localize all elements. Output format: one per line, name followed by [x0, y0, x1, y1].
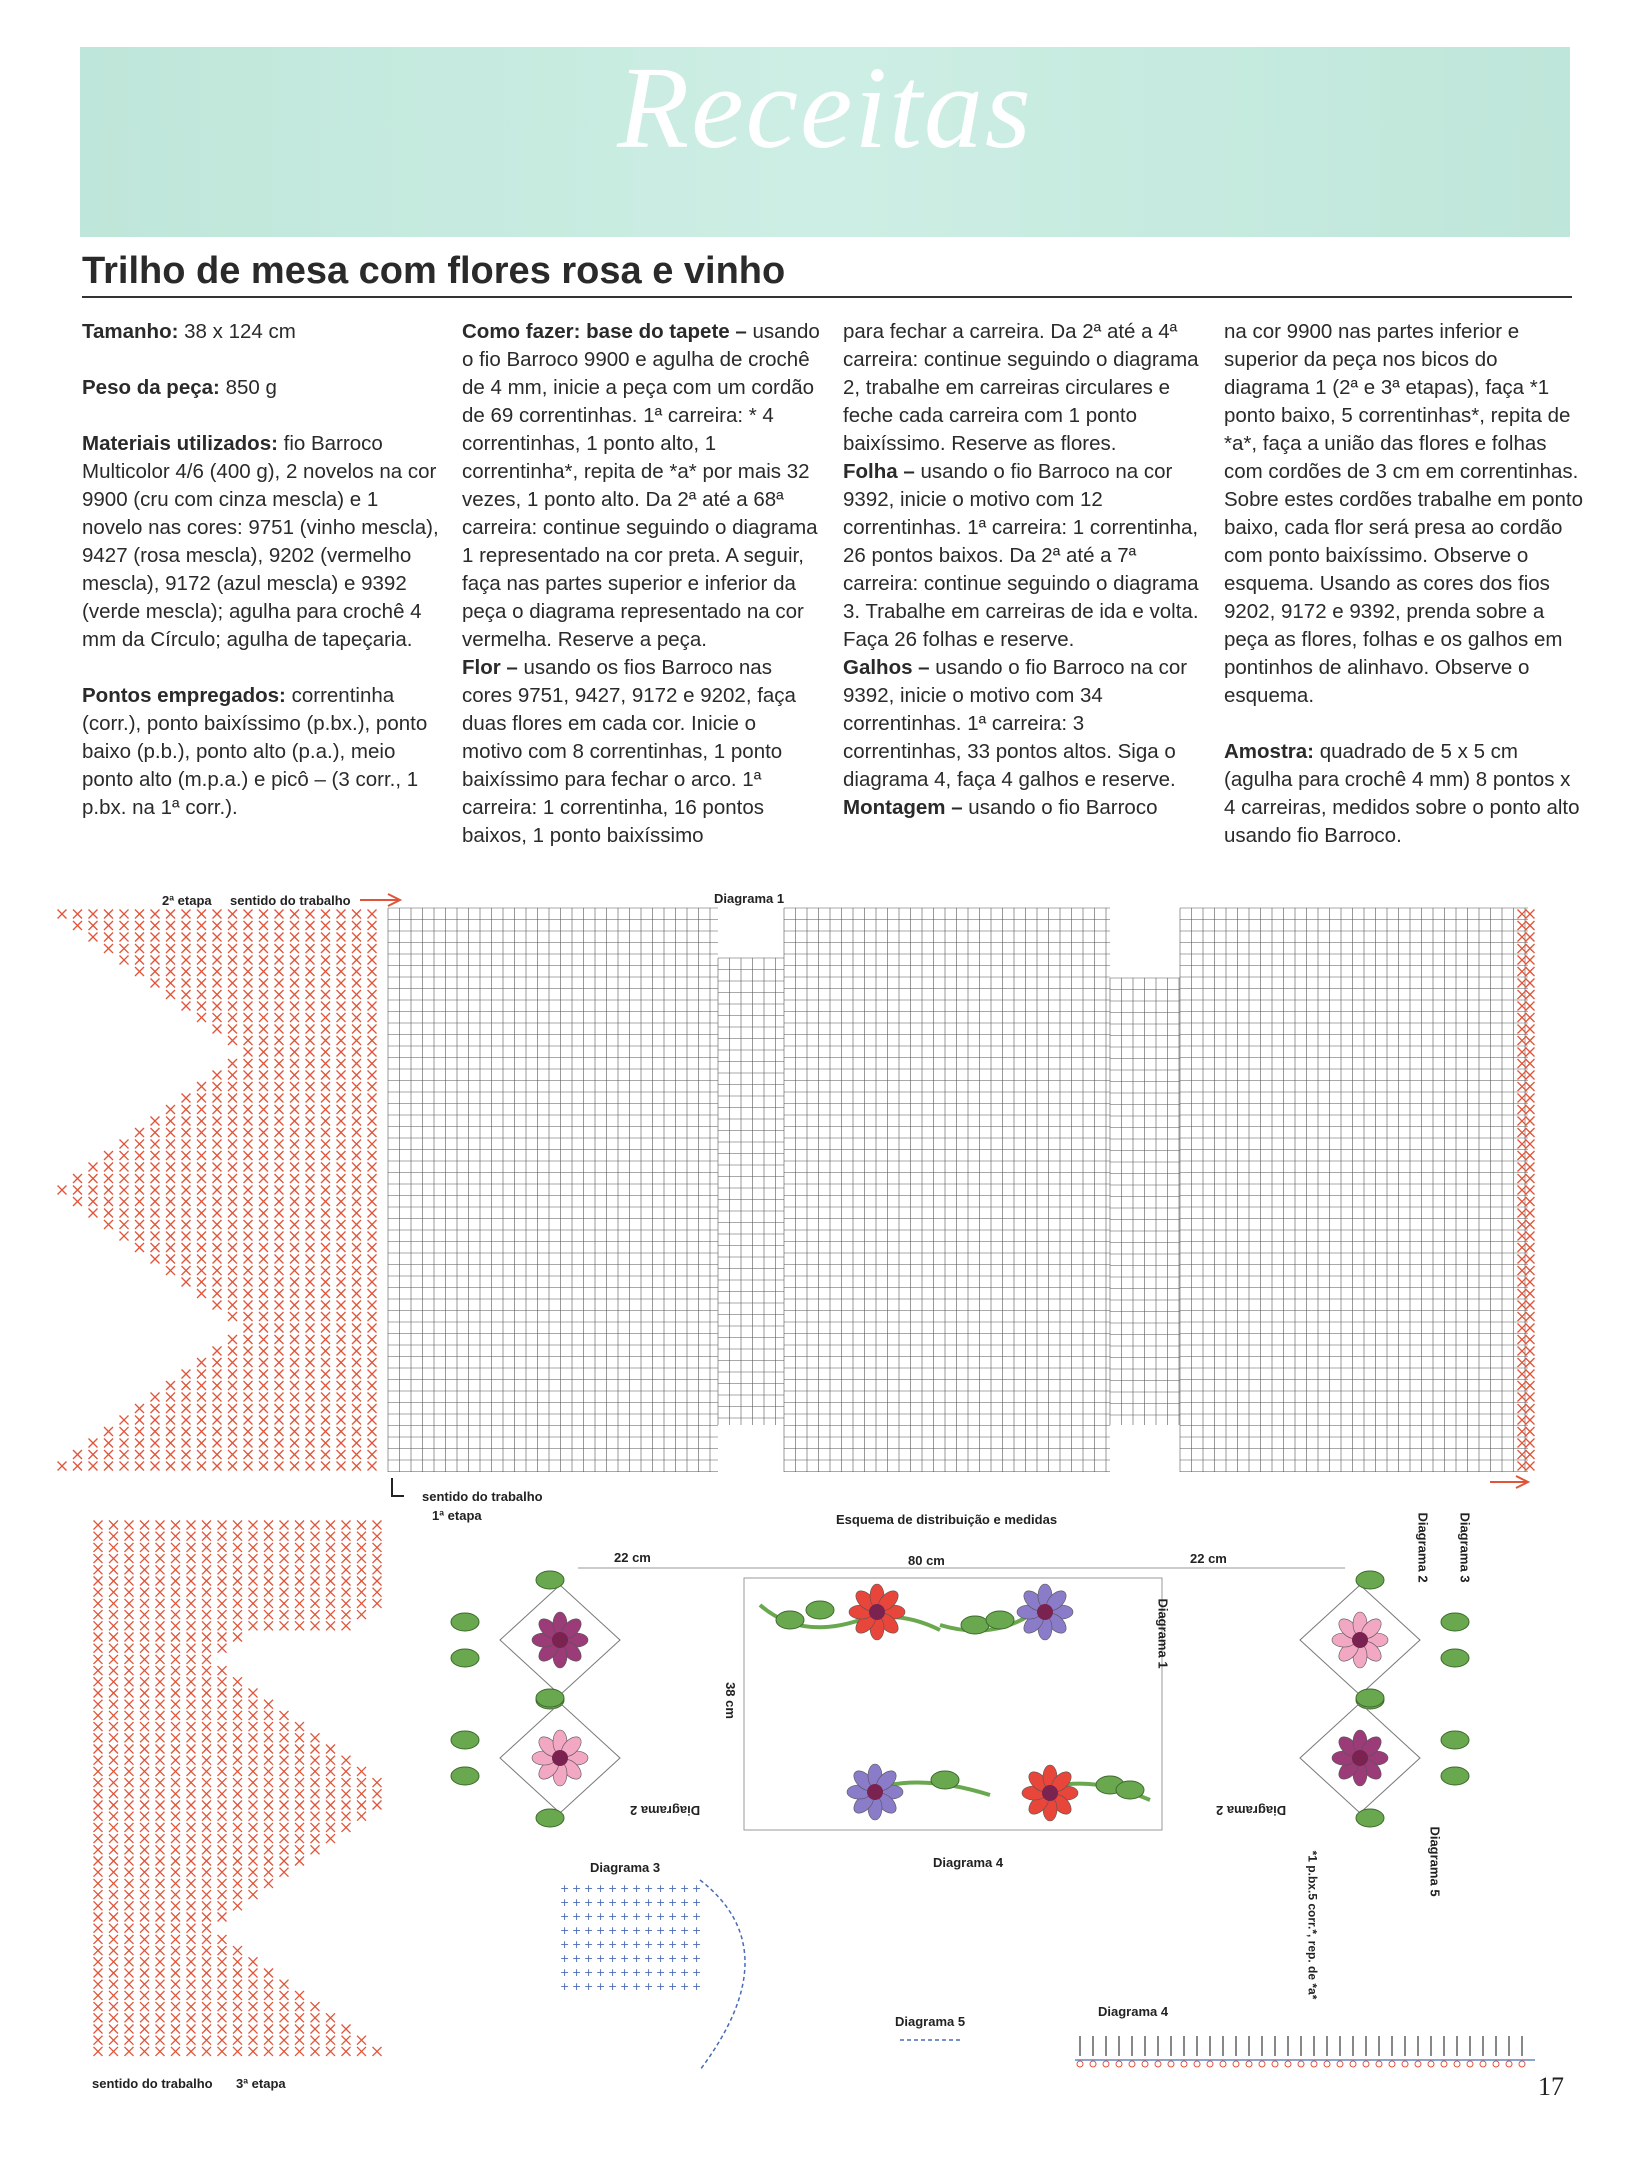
montagem-label: Montagem – [843, 796, 963, 819]
svg-text:+: + [560, 1882, 570, 1895]
esquema-diagram-2-left: Diagrama 2 [630, 1803, 701, 1818]
svg-text:+: + [596, 1882, 606, 1895]
svg-text:+: + [596, 1910, 606, 1923]
esquema-diagram-5: Diagrama 5 [1427, 1826, 1443, 1897]
page-number: 17 [1538, 2072, 1564, 2101]
montagem-continued: na cor 9900 nas partes inferior e superior da peça nos bicos do diagrama 1 (2ª e 3ª etapas), faça *1 ponto baixo, 5 correntinhas*, repita de *a*, faça a união das flores e folhas com cordões de 3 cm em correntinhas. Sobre estes cordões trabalhe em ponto baixo, cada flor será presa ao cordão com ponto baixíssimo. Observe o esquema. Usando as cores dos fios 9202, 9172 e 9392, prenda sobre a peça as flores, folhas e os galhos em pontinhos de alinhavo. Observe o esquema. [1224, 320, 1583, 707]
svg-text:+: + [620, 1952, 630, 1965]
svg-text:+: + [668, 1910, 678, 1923]
svg-text:+: + [572, 1882, 582, 1895]
svg-text:+: + [560, 1896, 570, 1909]
svg-text:+: + [692, 1910, 702, 1923]
svg-text:+: + [560, 1910, 570, 1923]
pontos-value: correntinha (corr.), ponto baixíssimo (p.bx.), ponto baixo (p.b.), ponto alto (p.a.), meio ponto alto (m.p.a.) e picô – (3 corr., 1 p.bx. na 1ª corr.). [82, 684, 428, 819]
svg-text:+: + [620, 1980, 630, 1993]
svg-text:+: + [584, 1952, 594, 1965]
montagem-value: usando o fio Barroco [962, 796, 1158, 819]
svg-text:+: + [584, 1924, 594, 1937]
svg-text:+: + [584, 1980, 594, 1993]
tamanho-label: Tamanho: [82, 320, 179, 343]
svg-text:+: + [692, 1966, 702, 1979]
svg-text:+: + [596, 1966, 606, 1979]
svg-text:+: + [560, 1924, 570, 1937]
svg-text:+: + [656, 1896, 666, 1909]
svg-text:+: + [668, 1924, 678, 1937]
materiais-value: fio Barroco Multicolor 4/6 (400 g), 2 novelos na cor 9900 (cru com cinza mescla) e 1 novelo nas cores: 9751 (vinho mescla), 9427 (rosa mescla), 9202 (vermelho mescla), 9172 (azul mescla) e 9392 (verde mescla); agulha para crochê 4 mm da Círculo; agulha de tapeçaria. [82, 432, 439, 651]
sentido-left-label: sentido do trabalho [92, 2076, 213, 2091]
tamanho-value: 38 x 124 cm [178, 320, 296, 343]
diagram-left-crosses [94, 1521, 382, 2056]
svg-text:+: + [632, 1938, 642, 1951]
flor-continued: para fechar a carreira. Da 2ª até a 4ª carreira: continue seguindo o diagrama 2, trabalhe em carreiras circulares e feche cada carreira com 1 ponto baixíssimo. Reserve as flores. [843, 320, 1199, 455]
esquema-diagram-1: Diagrama 1 [1155, 1598, 1171, 1669]
svg-text:+: + [560, 1966, 570, 1979]
width-mid: 80 cm [908, 1553, 945, 1568]
sentido-top-label: sentido do trabalho [230, 893, 351, 908]
width-right: 22 cm [1190, 1551, 1227, 1566]
galhos-value: usando o fio Barroco na cor 9392, inicie o motivo com 34 correntinhas. 1ª carreira: 3 correntinhas, 33 pontos altos. Siga o diagrama 4, faça 4 galhos e reserve. [843, 656, 1188, 791]
svg-text:+: + [668, 1980, 678, 1993]
svg-text:+: + [620, 1882, 630, 1895]
svg-text:+: + [608, 1896, 618, 1909]
arrow-icon [1490, 1476, 1528, 1488]
diagram-1-grid [388, 908, 1528, 1472]
svg-text:+: + [632, 1896, 642, 1909]
svg-text:+: + [584, 1938, 594, 1951]
svg-text:+: + [572, 1952, 582, 1965]
svg-text:+: + [644, 1924, 654, 1937]
diagram-4-label: Diagrama 4 [1098, 2004, 1169, 2019]
svg-text:+: + [572, 1966, 582, 1979]
galhos-label: Galhos – [843, 656, 930, 679]
folha-label: Folha – [843, 460, 915, 483]
diagram-1-edge-crosses [58, 910, 1535, 1471]
svg-text:+: + [656, 1938, 666, 1951]
pontos-label: Pontos empregados: [82, 684, 286, 707]
svg-text:+: + [644, 1896, 654, 1909]
svg-text:+: + [584, 1910, 594, 1923]
svg-text:+: + [560, 1980, 570, 1993]
esquema-note: *1 p.bx.5 corr.*, rep. de *a* [1305, 1850, 1320, 2000]
svg-text:+: + [620, 1896, 630, 1909]
svg-text:+: + [608, 1924, 618, 1937]
svg-text:+: + [632, 1882, 642, 1895]
svg-text:+: + [668, 1966, 678, 1979]
diagram-3-label: Diagrama 3 [590, 1860, 661, 1875]
etapa-3-label: 3ª etapa [236, 2076, 286, 2091]
width-left: 22 cm [614, 1550, 651, 1565]
svg-text:+: + [572, 1924, 582, 1937]
esquema-title: Esquema de distribuição e medidas [836, 1512, 1058, 1527]
svg-text:+: + [560, 1938, 570, 1951]
svg-text:+: + [572, 1980, 582, 1993]
svg-text:+: + [668, 1952, 678, 1965]
peso-value: 850 g [219, 376, 277, 399]
svg-text:+: + [632, 1910, 642, 1923]
svg-text:+: + [644, 1980, 654, 1993]
svg-text:+: + [644, 1882, 654, 1895]
svg-text:+: + [692, 1882, 702, 1895]
svg-text:+: + [596, 1924, 606, 1937]
svg-text:+: + [680, 1910, 690, 1923]
svg-text:+: + [620, 1924, 630, 1937]
banner-title: Receitas [617, 42, 1033, 173]
svg-text:+: + [596, 1952, 606, 1965]
svg-text:+: + [680, 1966, 690, 1979]
esquema-diagram-2-right: Diagrama 2 [1216, 1803, 1287, 1818]
svg-text:+: + [596, 1896, 606, 1909]
svg-text:+: + [608, 1938, 618, 1951]
small-diagrams [560, 1880, 1535, 2070]
svg-text:+: + [656, 1980, 666, 1993]
svg-text:+: + [644, 1952, 654, 1965]
svg-text:+: + [680, 1896, 690, 1909]
svg-text:+: + [644, 1910, 654, 1923]
svg-text:+: + [608, 1952, 618, 1965]
svg-text:+: + [608, 1910, 618, 1923]
svg-text:+: + [680, 1882, 690, 1895]
amostra-label: Amostra: [1224, 740, 1314, 763]
svg-text:+: + [608, 1882, 618, 1895]
flor-label: Flor – [462, 656, 518, 679]
svg-text:+: + [680, 1980, 690, 1993]
svg-text:+: + [620, 1910, 630, 1923]
recipe-title: Trilho de mesa com flores rosa e vinho [82, 250, 786, 292]
svg-text:+: + [656, 1966, 666, 1979]
svg-text:+: + [572, 1896, 582, 1909]
svg-text:+: + [680, 1938, 690, 1951]
svg-text:+: + [620, 1966, 630, 1979]
como-fazer-value: usando o fio Barroco 9900 e agulha de crochê de 4 mm, inicie a peça com um cordão de 69 correntinhas. 1ª carreira: * 4 correntinhas, 1 ponto alto, 1 correntinha*, repita de *a* por mais 32 vezes, 1 ponto alto. Da 2ª até a 68ª carreira: continue seguindo o diagrama 1 representado na cor preta. A seguir, faça nas partes superior e inferior da peça o diagrama representado na cor vermelha. Reserve a peça. [462, 320, 820, 651]
svg-text:+: + [656, 1952, 666, 1965]
esquema-drawing [451, 1568, 1469, 1830]
esquema-diagram-4: Diagrama 4 [933, 1855, 1004, 1870]
flor-value: usando os fios Barroco nas cores 9751, 9427, 9172 e 9202, faça duas flores em cada cor. Inicie o motivo com 8 correntinhas, 1 ponto baixíssimo para fechar o arco. 1ª carreira: 1 correntinha, 16 pontos baixos, 1 ponto baixíssimo [462, 656, 796, 847]
svg-text:+: + [632, 1952, 642, 1965]
svg-text:+: + [584, 1966, 594, 1979]
svg-text:+: + [668, 1882, 678, 1895]
svg-text:+: + [692, 1980, 702, 1993]
esquema-diagram-2-top: Diagrama 2 [1415, 1512, 1431, 1583]
svg-text:+: + [692, 1952, 702, 1965]
amostra-value: quadrado de 5 x 5 cm (agulha para crochê 4 mm) 8 pontos x 4 carreiras, medidos sobre o ponto alto usando fio Barroco. [1224, 740, 1580, 847]
svg-text:+: + [572, 1910, 582, 1923]
svg-text:+: + [596, 1938, 606, 1951]
svg-text:+: + [596, 1980, 606, 1993]
esquema-diagram-3-top: Diagrama 3 [1457, 1512, 1473, 1583]
svg-text:+: + [608, 1966, 618, 1979]
svg-text:+: + [572, 1938, 582, 1951]
diagram-1-label: Diagrama 1 [714, 891, 785, 906]
svg-text:+: + [680, 1924, 690, 1937]
arrow-icon [360, 894, 400, 906]
svg-text:+: + [620, 1938, 630, 1951]
peso-label: Peso da peça: [82, 376, 220, 399]
svg-text:+: + [632, 1924, 642, 1937]
svg-text:+: + [560, 1952, 570, 1965]
como-fazer-label: Como fazer: base do tapete – [462, 320, 747, 343]
height-label: 38 cm [722, 1682, 738, 1719]
sentido-bottom-label: sentido do trabalho [422, 1489, 543, 1504]
svg-text:+: + [632, 1966, 642, 1979]
svg-text:+: + [656, 1910, 666, 1923]
svg-text:+: + [644, 1966, 654, 1979]
materiais-label: Materiais utilizados: [82, 432, 278, 455]
svg-text:+: + [680, 1952, 690, 1965]
svg-text:+: + [656, 1924, 666, 1937]
etapa-1-label: 1ª etapa [432, 1508, 482, 1523]
svg-text:+: + [692, 1924, 702, 1937]
svg-text:+: + [692, 1896, 702, 1909]
svg-text:+: + [644, 1938, 654, 1951]
folha-value: usando o fio Barroco na cor 9392, inicie o motivo com 12 correntinhas. 1ª carreira: 1 correntinha, 26 pontos baixos. Da 2ª até a 7ª carreira: continue seguindo o diagrama 3. Trabalhe em carreiras de ida e volta. Faça 26 folhas e reserve. [843, 460, 1199, 651]
svg-text:+: + [692, 1938, 702, 1951]
svg-text:+: + [668, 1938, 678, 1951]
svg-text:+: + [584, 1896, 594, 1909]
svg-text:+: + [668, 1896, 678, 1909]
svg-text:+: + [632, 1980, 642, 1993]
svg-text:+: + [584, 1882, 594, 1895]
corner-arrow-icon [392, 1478, 404, 1496]
etapa-2-label: 2ª etapa [162, 893, 212, 908]
svg-text:+: + [608, 1980, 618, 1993]
svg-text:+: + [656, 1882, 666, 1895]
diagram-5-label: Diagrama 5 [895, 2014, 966, 2029]
